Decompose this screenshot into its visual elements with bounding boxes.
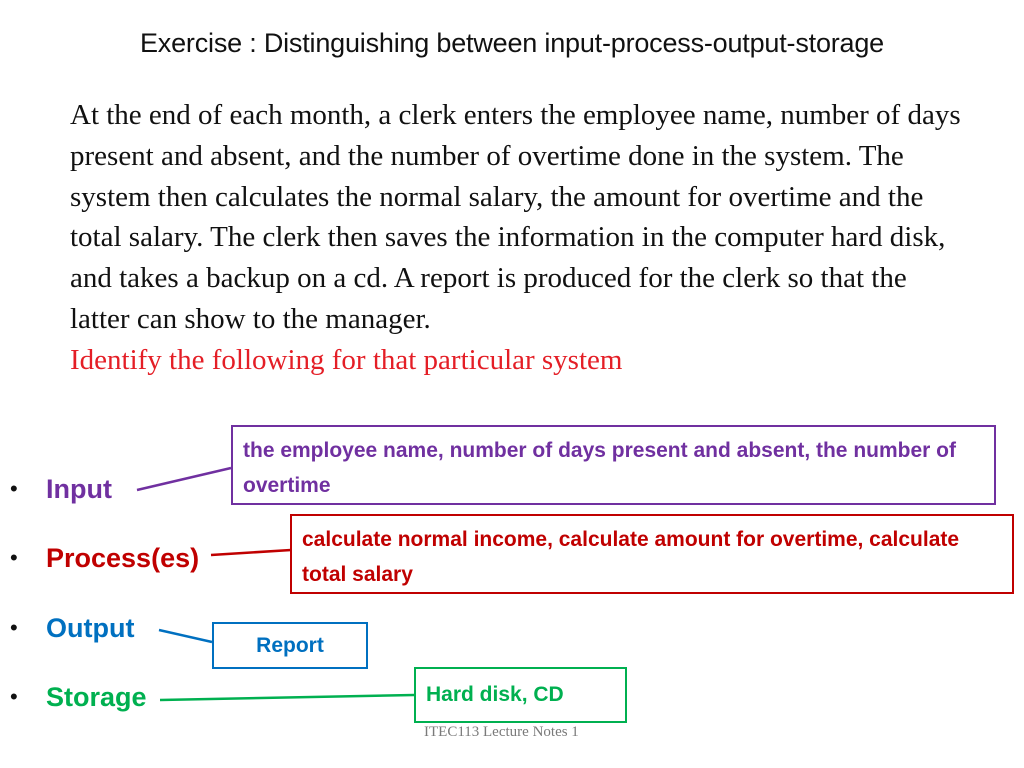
input-answer-box: the employee name, number of days present and absent, the number of overtime bbox=[231, 425, 996, 505]
exercise-instruction: Identify the following for that particular system bbox=[70, 343, 623, 376]
bullet-output-label: Output bbox=[46, 612, 135, 643]
bullet-dot: • bbox=[10, 476, 18, 501]
bullet-dot: • bbox=[10, 684, 18, 709]
bullet-process-label: Process(es) bbox=[46, 542, 200, 573]
slide-title: Exercise : Distinguishing between input-process-output-storage bbox=[140, 28, 884, 58]
bullet-input-label: Input bbox=[46, 473, 112, 504]
exercise-paragraph: At the end of each month, a clerk enters the employee name, number of days present and absent, and the number of overtime done in the system. The system then calculates the normal salary, the amount for overtime and the total salary. The clerk then saves the information in the computer hard disk, and takes a backup on a cd. A report is produced for the clerk so that the latter can show to the manager. bbox=[70, 99, 961, 335]
process-connector bbox=[211, 550, 291, 555]
storage-answer-box: Hard disk, CD bbox=[414, 667, 627, 723]
storage-connector bbox=[160, 695, 414, 700]
bullet-dot: • bbox=[10, 545, 18, 570]
slide-footer: ITEC113 Lecture Notes 1 bbox=[424, 724, 579, 740]
input-connector bbox=[137, 468, 231, 490]
process-answer-box: calculate normal income, calculate amount for overtime, calculate total salary bbox=[290, 514, 1014, 594]
bullet-storage-label: Storage bbox=[46, 681, 147, 712]
output-answer-box: Report bbox=[212, 622, 368, 669]
bullet-dot: • bbox=[10, 615, 18, 640]
output-connector bbox=[159, 630, 212, 642]
